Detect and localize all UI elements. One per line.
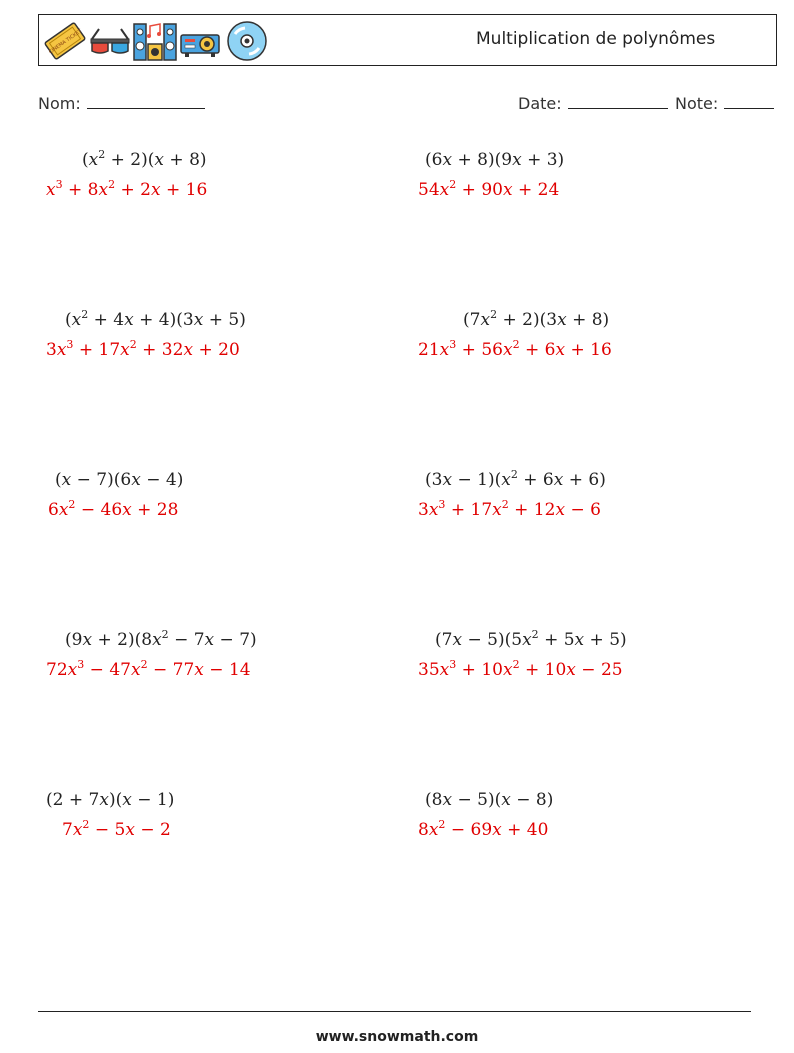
- name-blank: [87, 94, 205, 109]
- answer-9: $7x^2 - 5x - 2$: [62, 818, 171, 840]
- page-title: Multiplication de polynômes: [476, 29, 716, 49]
- date-field: [518, 94, 668, 113]
- date-label: Date:: [518, 94, 562, 113]
- grade-blank: [724, 94, 774, 109]
- problem-3: $(x^2 + 4x + 4)(3x + 5)$: [65, 308, 246, 330]
- problem-10: (8x − 5)(x − 8): [425, 790, 554, 810]
- answer-1: $x^3 + 8x^2 + 2x + 16$: [46, 178, 208, 200]
- problem-1: $(x^2 + 2)(x + 8)$: [82, 148, 207, 170]
- header-icons: [43, 20, 269, 62]
- footer-url: www.snowmath.com: [315, 1029, 479, 1045]
- answer-8: $35x^3 + 10x^2 + 10x - 25$: [418, 658, 623, 680]
- answer-5: $6x^2 - 46x + 28$: [48, 498, 179, 520]
- problem-8: $(7x - 5)(5x^2 + 5x + 5)$: [435, 628, 627, 650]
- problem-2: (6x + 8)(9x + 3): [425, 150, 565, 170]
- projector-icon: [179, 21, 223, 61]
- problem-4: $(7x^2 + 2)(3x + 8)$: [463, 308, 610, 330]
- problem-7: $(9x + 2)(8x^2 - 7x - 7)$: [65, 628, 257, 650]
- answer-2: $54x^2 + 90x + 24$: [418, 178, 560, 200]
- footer-divider: [38, 1011, 751, 1012]
- 3d-glasses-icon: [89, 21, 131, 61]
- speakers-icon: [133, 20, 177, 62]
- problem-5: (x − 7)(6x − 4): [55, 470, 184, 490]
- name-field: [38, 94, 205, 113]
- problem-6: $(3x - 1)(x^2 + 6x + 6)$: [425, 468, 606, 490]
- ticket-text: CINEMA TICKET: [48, 28, 84, 56]
- grade-field: [675, 94, 774, 113]
- answer-10: $8x^2 - 69x + 40$: [418, 818, 549, 840]
- cinema-ticket-icon: [43, 21, 87, 61]
- problem-9: (2 + 7x)(x − 1): [46, 790, 175, 810]
- date-blank: [568, 94, 668, 109]
- answer-4: $21x^3 + 56x^2 + 6x + 16$: [418, 338, 612, 360]
- grade-label: Note:: [675, 94, 719, 113]
- name-label: Nom:: [38, 94, 81, 113]
- answer-7: $72x^3 - 47x^2 - 77x - 14$: [46, 658, 251, 680]
- answer-6: $3x^3 + 17x^2 + 12x - 6$: [418, 498, 601, 520]
- answer-3: $3x^3 + 17x^2 + 32x + 20$: [46, 338, 240, 360]
- cd-disc-icon: [225, 20, 269, 62]
- worksheet-header: [38, 14, 777, 66]
